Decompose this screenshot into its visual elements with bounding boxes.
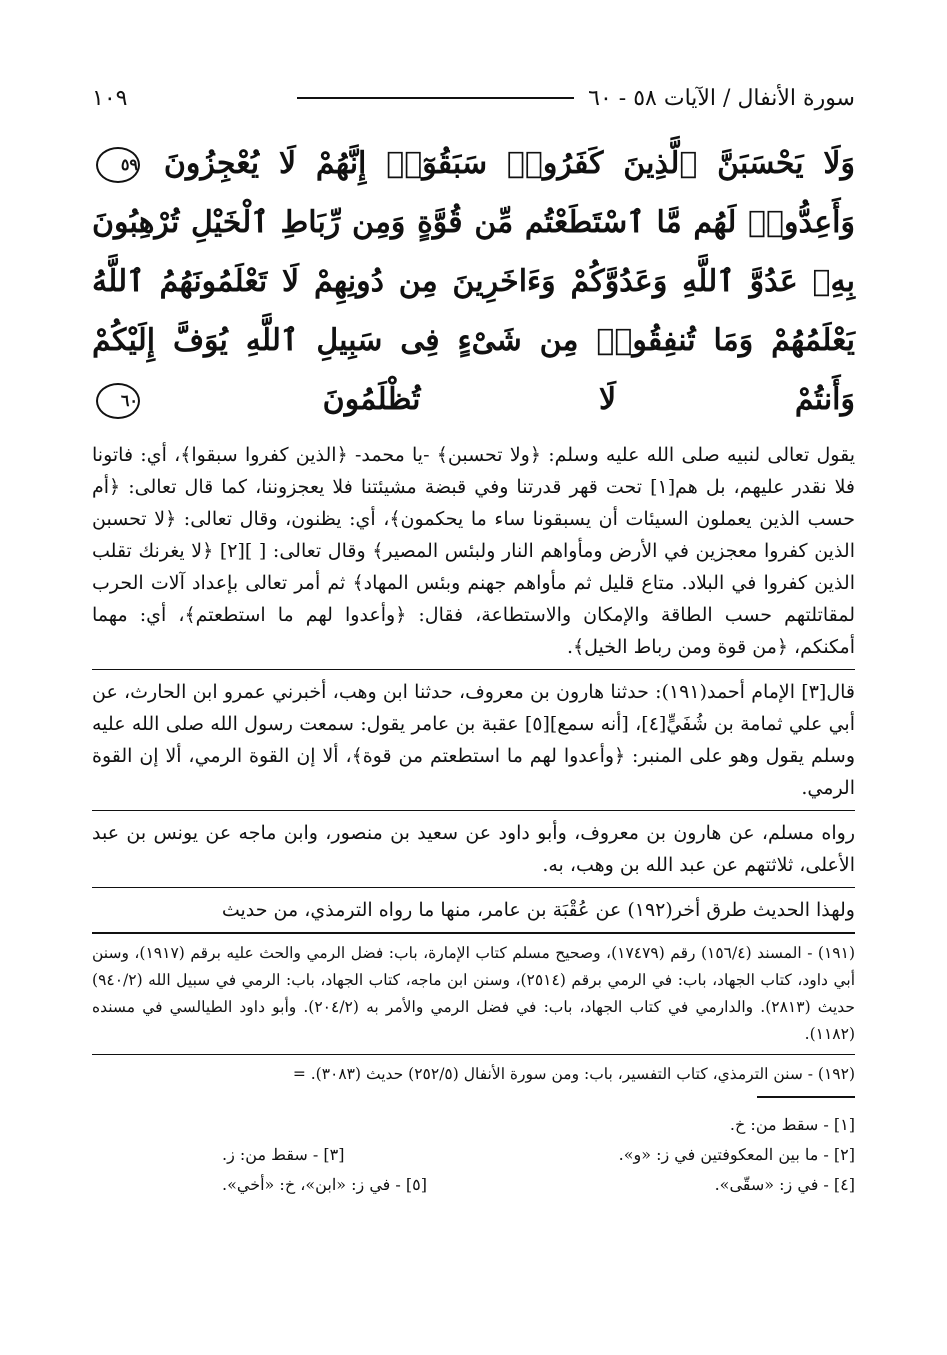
paragraph-separator [92,810,855,811]
verse-text-60: وَأَعِدُّوا۟ لَهُم مَّا ٱسْتَطَعْتُم مِّن قُوَّةٍ وَمِن رِّبَاطِ ٱلْخَيْلِ تُرْهِبُونَ بِهِۦ عَدُوَّ ٱللَّهِ وَعَدُوَّكُمْ وَءَاخَرِينَ مِن دُونِهِمْ لَا تَعْلَمُونَهُمُ ٱللَّهُ يَعْلَمُهُمْ وَمَا تُنفِقُوا۟ مِن شَىْءٍ فِى سَبِيلِ ٱللَّهِ يُوَفَّ إِلَيْكُمْ وَأَنتُمْ لَا تُظْلَمُونَ [92,205,856,417]
page-number: ١٠٩ [92,85,128,111]
commentary-paragraph-1: يقول تعالى لنبيه صلى الله عليه وسلم: ﴿ولا تحسبن﴾ -يا محمد- ﴿الذين كفروا سبقوا﴾، أي: فاتونا فلا نقدر عليهم، بل هم[١] تحت قهر قدرتنا وفي قبضة مشيئتنا فلا يعجزوننا، كما قال تعالى: ﴿أم حسب الذين يعملون السيئات أن يسبقونا ساء ما يحكمون﴾، أي: يظنون، وقال تعالى: ﴿لا تحسبن الذين كفروا معجزين في الأرض ومأواهم النار ولبئس المصير﴾ وقال تعالى: [ ][٢] ﴿لا يغرنك تقلب الذين كفروا في البلاد. متاع قليل ثم مأواهم جهنم وبئس المهاد﴾ ثم أمر تعالى بإعداد آلات الحرب لمقاتلتهم حسب الطاقة والإمكان والاستطاعة، فقال: ﴿وأعدوا لهم ما استطعتم﴾، أي: مهما أمكنكم، ﴿من قوة ومن رباط الخيل﴾. [92,444,855,658]
note-separator [92,1054,855,1055]
ayah-number-59: ٥٩ [96,147,140,183]
footnotes [92,1110,855,1200]
note-192: (١٩٢) - سنن الترمذي، كتاب التفسير، باب: ومن سورة الأنفال (٢٥٢/٥) حديث (٣٠٨٣). = [292,1065,855,1083]
quran-verse [92,134,855,429]
header-rule [297,97,574,99]
footnote-rule [757,1096,855,1098]
takhrij-notes [92,940,855,1088]
commentary-paragraph-4: ولهذا الحديث طرق أخر(١٩٢) عن عُقْبَة بن عامر، منها ما رواه الترمذي، من حديث [221,899,855,921]
note-191: (١٩١) - المسند (١٥٦/٤) رقم (١٧٤٧٩)، وصحيح مسلم كتاب الإمارة، باب: فضل الرمي والحث عليه برقم (١٩١٧)، وسنن أبي داود، كتاب الجهاد، باب: في الرمي برقم (٢٥١٤)، وسنن ابن ماجه، كتاب الجهاد، باب: الرمي في سبيل الله (٩٤٠/٢) حديث (٢٨١٣). والدارمي في كتاب الجهاد، باب: في فضل الرمي والأمر به (٢٠٤/٢). وأبو داود الطيالسي في مسنده (١١٨٢). [92,944,855,1043]
commentary-paragraph-2: قال[٣] الإمام أحمد(١٩١): حدثنا هارون بن معروف، حدثنا ابن وهب، أخبرني عمرو ابن الحارث، عن أبي علي ثمامة بن شُفَيٍّ[٤]، [أنه سمع][٥] عقبة بن عامر يقول: سمعت رسول الله صلى الله عليه وسلم يقول وهو على المنبر: ﴿وأعدوا لهم ما استطعتم من قوة﴾، ألا إن القوة الرمي، ألا إن القوة الرمي. [92,681,856,799]
footnote-1: [١] - سقط من: خ. [729,1115,855,1134]
footnote-2: [٢] - ما بين المعكوفتين في ز: «و». [618,1145,855,1164]
footnote-4: [٤] - في ز: «سقّى». [714,1175,855,1194]
notes-rule [92,932,855,934]
commentary-paragraph-3: رواه مسلم، عن هارون بن معروف، وأبو داود عن سعيد بن منصور، وابن ماجه عن يونس بن عبد الأعلى، ثلاثتهم عن عبد الله بن وهب، به. [92,822,855,876]
ayah-number-60: ٦٠ [96,383,140,419]
paragraph-separator [92,887,855,888]
paragraph-separator [92,669,855,670]
footnote-5: [٥] - في ز: «ابن»، خ: «أخي». [222,1175,427,1194]
footnote-3: [٣] - سقط من: ز. [222,1145,345,1164]
surah-title: سورة الأنفال / الآيات ٥٨ - ٦٠ [588,85,855,111]
running-header [92,78,855,118]
verse-text-59: وَلَا يَحْسَبَنَّ ٱلَّذِينَ كَفَرُوا۟ سَبَقُوٓا۟ إِنَّهُمْ لَا يُعْجِزُونَ [163,146,855,181]
